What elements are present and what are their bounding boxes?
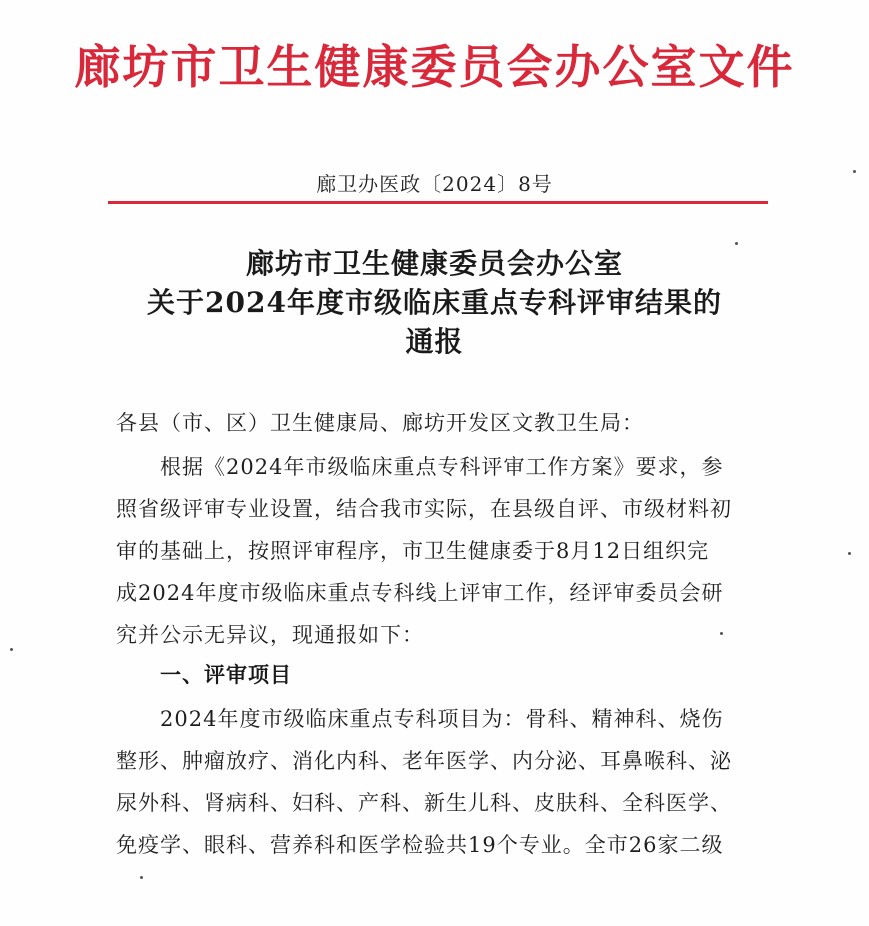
paragraph-2-line-1: 2024年度市级临床重点专科项目为：骨科、精神科、烧伤 [160, 707, 724, 731]
document-header-title: 廊坊市卫生健康委员会办公室文件 [74, 40, 795, 94]
paragraph-1-line-1: 根据《2024年市级临床重点专科评审工作方案》要求，参 [160, 455, 724, 479]
paragraph-2-line-2: 整形、肿瘤放疗、消化内科、老年医学、内分泌、耳鼻喉科、泌 [116, 749, 732, 773]
addressee-line: 各县（市、区）卫生健康局、廊坊开发区文教卫生局： [116, 411, 644, 435]
notice-title-line-1: 廊坊市卫生健康委员会办公室 [245, 247, 623, 280]
paragraph-2-line-4: 免疫学、眼科、营养科和医学检验共19个专业。全市26家二级 [116, 833, 724, 857]
paragraph-1-line-5: 究并公示无异议，现通报如下： [116, 623, 424, 647]
document-number: 廊卫办医政〔2024〕8号 [316, 172, 553, 196]
scan-speck [848, 552, 851, 555]
scan-speck [10, 648, 13, 651]
paragraph-1-line-4: 成2024年度市级临床重点专科线上评审工作，经评审委员会研 [116, 581, 724, 605]
scan-speck [735, 242, 738, 245]
notice-title-line-3: 通报 [405, 325, 464, 358]
red-divider-line [108, 201, 768, 204]
section-1-heading: 一、评审项目 [160, 662, 292, 687]
paragraph-1-line-3: 审的基础上，按照评审程序，市卫生健康委于8月12日组织完 [116, 539, 710, 563]
scan-speck [853, 170, 856, 173]
scan-speck [720, 632, 723, 635]
notice-title-line-2: 关于2024年度市级临床重点专科评审结果的 [147, 286, 722, 319]
paragraph-2-line-3: 尿外科、肾病科、妇科、产科、新生儿科、皮肤科、全科医学、 [116, 791, 732, 815]
scan-speck [140, 876, 143, 879]
paragraph-1-line-2: 照省级评审专业设置，结合我市实际，在县级自评、市级材料初 [116, 497, 732, 521]
